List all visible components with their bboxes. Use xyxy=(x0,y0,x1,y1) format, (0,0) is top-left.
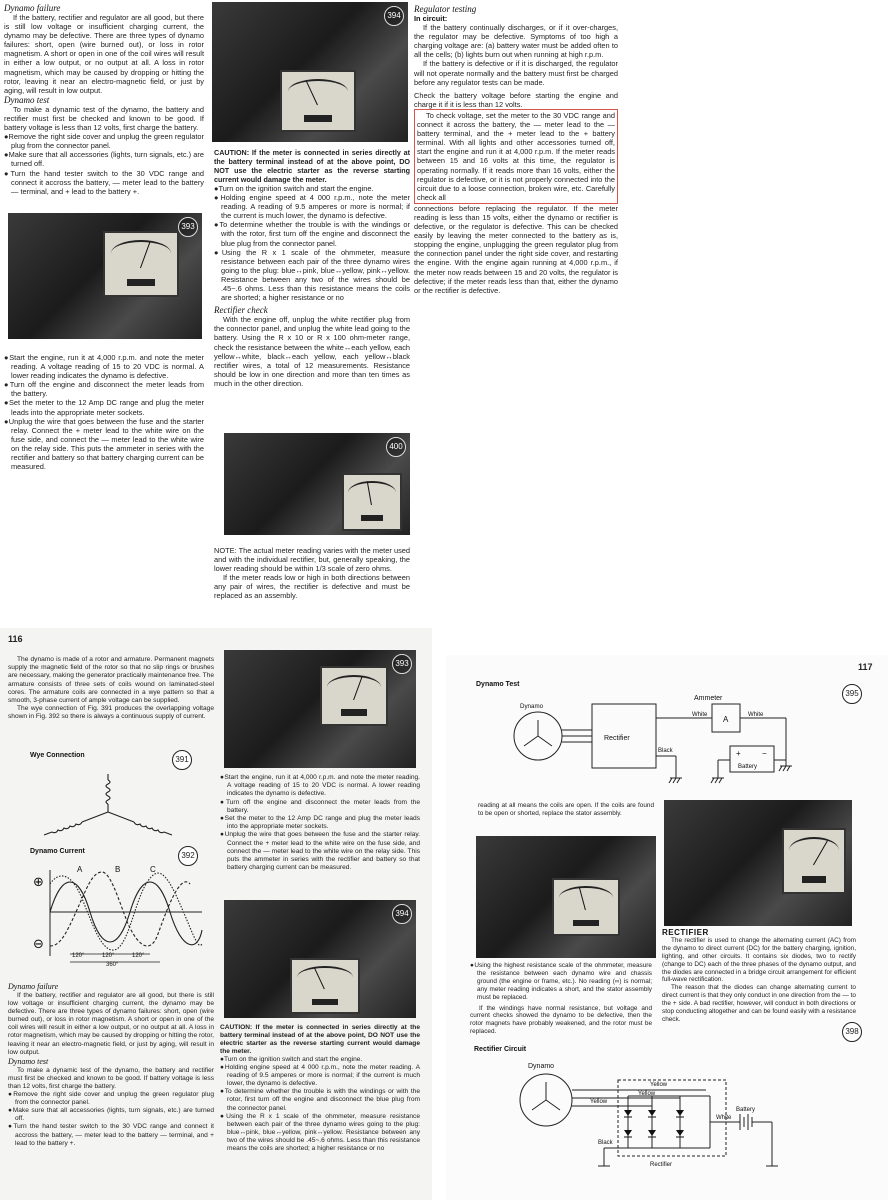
meter-icon xyxy=(320,666,388,726)
degree-label: 120° xyxy=(102,953,115,959)
rectifier-text-2: The reason that the diodes can change alternating current to direct current is that they only conduct in one direction from the — to the + side. A bad rectifier, however, will conduct in both directions or stop conducting altogether and can be found easily with a resistance check. xyxy=(662,984,856,1023)
battery-label: Battery xyxy=(738,764,758,770)
top-left-column xyxy=(4,3,204,196)
highlight-box xyxy=(414,109,618,204)
meter-icon xyxy=(552,878,620,936)
dynamo-test-text: To make a dynamic test of the dynamo, the battery and rectifier must first be checked and known to be good. If battery voltage is less than 12 volts, first charge the battery. xyxy=(4,104,204,133)
page116-intro xyxy=(8,656,214,722)
plus-icon: ⊕ xyxy=(33,875,44,890)
list-item: ●Turn on the ignition switch and start the engine. xyxy=(220,1056,363,1063)
list-item: ●Turn off the engine and disconnect the meter leads from the battery. xyxy=(4,380,205,399)
list-item: ●Using the highest resistance scale of the ohmmeter, measure the resistance between each dynamo wire and chassis ground (the engine or frame, etc.). No reading (∞) is normal; any meter reading indicates a short, and the stator assembly must be replaced. xyxy=(470,962,652,1001)
dynamo-current-waveform xyxy=(30,864,206,968)
page117-open-text xyxy=(478,802,654,818)
list-item: ●Start the engine, run it at 4,000 r.p.m. and note the meter reading. A voltage reading of 15 to 20 VDC is normal. A lower reading indicates the dynamo is defective. xyxy=(220,774,420,798)
yellow-wire-label: Yellow xyxy=(590,1099,608,1105)
degree-label: 120° xyxy=(132,953,145,959)
list-item: ●Start the engine, run it at 4,000 r.p.m. and note the meter reading. A voltage reading of 15 to 20 VDC is normal. A lower reading indicates the dynamo is defective. xyxy=(4,353,204,381)
meter-icon xyxy=(342,473,402,531)
figure-number: 393 xyxy=(392,654,412,674)
list-item: ●Remove the right side cover and unplug the green regulator plug from the connector panel. xyxy=(8,1091,214,1107)
battery-plus-label: + xyxy=(736,749,741,758)
regulator-paragraph-3: Check the battery voltage before starting the engine and charge it if it is less than 12 volts. xyxy=(414,90,618,109)
figure-number: 394 xyxy=(384,6,404,26)
figure-number: 393 xyxy=(178,217,198,237)
highlighted-text: To check voltage, set the meter to the 30 VDC range and connect it across the battery, the — meter lead to the — battery terminal, and the + meter lead to the + battery terminal. With all lights and other accessories turned off, start the engine and run it at 4,000 r.p.m. If the meter reads between 15 and 16 volts at this time, the regulator is operating normally. If it reads more than 16 volts, either the regulator is defective, or it is not properly connected into the circuit due to a loose connection, broken wire, etc. Carefully check all xyxy=(417,110,615,202)
regulator-paragraph-1: If the battery continually discharges, or if it over-charges, the regulator may be defective. Symptoms of too high a charging voltage are: (a) battery water must be added often to all the cells; (b) lights burn out when running at high r.p.m. xyxy=(414,23,618,60)
page117-rectifier xyxy=(662,929,856,1024)
rectifier-heading: RECTIFIER xyxy=(662,928,709,937)
meter-photo-394 xyxy=(212,2,408,142)
windings-text: If the windings have normal resistance, but voltage and current checks showed the dynamo to be defective, then the rotor magnets have probably weakened, and the rotor must be replaced. xyxy=(470,1004,652,1036)
rectifier-circuit-diagram xyxy=(500,1056,800,1176)
dynamo-test-heading: Dynamo test xyxy=(8,1056,49,1066)
list-item: ●Turn the hand tester switch to the 30 VDC range and connect it accross the battery, — meter lead to the battery — terminal, and + lead to the battery +. xyxy=(4,168,204,196)
list-item: ●Turn on the ignition switch and start the engine. xyxy=(214,184,374,193)
page117-bullet xyxy=(470,962,652,1036)
list-item: ●Set the meter to the 12 Amp DC range and plug the meter leads into the appropriate meter sockets. xyxy=(220,815,421,831)
list-item: ●Turn the hand tester switch to the 30 VDC range and connect it accross the battery, — meter lead to the battery — terminal, and + lead to the battery +. xyxy=(8,1123,214,1147)
dynamo-failure-text: If the battery, rectifier and regulator are all good, but there is still low voltage or insufficient charging current, the dynamo may be defective. There are three types of dynamo failures: short, open (wire burned out), or loss in rotor magnetism. A short or open in one of the coil wires will result in either a low output, or no output at all. A loss in rotor magnetism, which may be caused by dropping or hitting the rotor, leaving it near an electro-magnetic field, or just by aging, will result in low output. xyxy=(4,13,204,95)
list-item: ●Using the R x 1 scale of the ohmmeter, measure resistance between each pair of the three dynamo wires going to the plug: blue↔pink, blue↔yellow, pink↔yellow. Resistance between any two of the wires should be .45~.6 ohms. Less than this resistance means the coils are shorted; a higher resistance or no xyxy=(214,247,411,303)
list-item: ●Using the R x 1 scale of the ohmmeter, measure resistance between each pair of the three dynamo wires going to the plug: blue↔pink, blue↔yellow, pink↔yellow. Resistance between any two of the wires should be .45~.6 ohms. Less than this resistance means the coils are shorted; a higher resistance or no xyxy=(220,1112,420,1153)
rectifier-check-heading: Rectifier check xyxy=(214,305,268,316)
black-wire-label: Black xyxy=(598,1140,613,1146)
degree-label: 120° xyxy=(72,953,85,959)
figure-number: 394 xyxy=(392,904,412,924)
caution-text: CAUTION: If the meter is connected in series directly at the battery terminal instead of at the above point, DO NOT use the electric starter as the reverse starting current would damage the meter. xyxy=(220,1024,420,1055)
figure-number: 391 xyxy=(172,750,192,770)
battery-label: Battery xyxy=(736,1107,756,1113)
in-circuit-subheading: In circuit: xyxy=(414,14,448,23)
wye-connection-diagram xyxy=(40,772,190,840)
meter-photo-397 xyxy=(664,800,852,926)
regulator-paragraph-2: If the battery is defective or if it is discharged, the regulator will not operate normally and the battery must first be charged before any regulator tests can be made. xyxy=(414,59,618,87)
wave-label-b: B xyxy=(115,865,121,874)
dynamo-test-text: To make a dynamic test of the dynamo, the battery and rectifier must first be checked and known to be good. If battery voltage is less than 12 volts, first charge the battery. xyxy=(8,1066,214,1090)
top-middle-text xyxy=(214,148,410,388)
page116-bullets xyxy=(220,774,420,872)
figure-number: 398 xyxy=(842,1022,862,1042)
meter-photo-396 xyxy=(476,836,656,958)
dynamo-failure-text: If the battery, rectifier and regulator are all good, but there is still low voltage or insufficient charging current, the dynamo may be defective. There are three types of dynamo failures: short, open (wire burned out), or loss in rotor magnetism. A short or open in one of the coil wires will result in either a low output, or no output at all. A loss in rotor magnetism, which may be caused by dropping or hitting the rotor, leaving it near an electro-magnetic field, or just by aging, will result in low output. xyxy=(8,992,214,1056)
black-wire-label: Black xyxy=(658,748,673,754)
dynamo-test-title: Dynamo Test xyxy=(476,681,520,688)
dynamo-label: Dynamo xyxy=(520,703,544,710)
meter-photo-393 xyxy=(8,213,202,339)
page-number: 116 xyxy=(8,634,23,644)
page116-failure xyxy=(8,982,214,1148)
list-item: ●Turn off the engine and disconnect the meter leads from the battery. xyxy=(220,798,421,814)
list-item: ●Set the meter to the 12 Amp DC range and plug the meter leads into the appropriate meter sockets. xyxy=(4,398,204,417)
white-wire-label: White xyxy=(716,1115,732,1121)
meter-icon xyxy=(290,958,360,1014)
regulator-testing-heading: Regulator testing xyxy=(414,4,477,14)
intro-text-2: The wye connection of Fig. 391 produces the overlapping voltage shown in Fig. 392 so there is always a continuous supply of current. xyxy=(8,705,214,721)
page-number: 117 xyxy=(858,662,873,672)
meter-icon xyxy=(280,70,356,132)
figure-number: 395 xyxy=(842,684,862,704)
meter-photo-393 xyxy=(224,650,416,768)
wave-label-a: A xyxy=(77,865,83,874)
ammeter-label: Ammeter xyxy=(694,695,723,702)
rectifier-check-text: With the engine off, unplug the white rectifier plug from the connector panel, and unplug the white lead going to the battery. Using the R x 10 or R x 100 ohm-meter range, check the resistance between the white↔each yellow, each yellow↔white, black↔each yellow, each yellow↔black rectifier wires, a total of 12 measurements. Resistance should be low in one direction and more than ten times as much in the other direction. xyxy=(214,315,410,388)
white-wire-label: White xyxy=(748,712,764,718)
regulator-paragraph-4: connections before replacing the regulator. If the meter reading is less than 15 volts, either the dynamo or rectifier is defective, or the regulator is defective. This can be checked easily by leaving the meter connected to the battery as is, stopping the engine, unplugging the green regulator plug from the connection panel under the right side cover, and restarting the engine. With the engine again running at 4,000 r.p.m., if the meter now reads between 15 and 20 volts, the regulator is defective; if the meter reads less than that, either the dynamo or the rectifier is defective. xyxy=(414,203,618,295)
minus-icon: ⊖ xyxy=(33,937,44,952)
meter-photo-394 xyxy=(224,900,416,1018)
top-right-column xyxy=(414,4,618,295)
list-item: ●Make sure that all accessories (lights, turn signals, etc.) are turned off. xyxy=(4,150,204,169)
ammeter-a-label: A xyxy=(723,715,729,724)
dynamo-test-heading: Dynamo test xyxy=(4,94,50,105)
rectifier-label: Rectifier xyxy=(650,1162,673,1168)
meter-icon xyxy=(782,828,846,894)
list-item: ●Holding engine speed at 4 000 r.p.m., note the meter reading. A reading of 9.5 amperes or more is normal; if the current is much lower, the dynamo is defective. xyxy=(214,193,411,221)
wye-connection-title: Wye Connection xyxy=(30,752,85,759)
yellow-wire-label: Yellow xyxy=(650,1082,668,1088)
top-left-bullets xyxy=(4,353,204,471)
list-item: ●Make sure that all accessories (lights, turn signals, etc.) are turned off. xyxy=(8,1107,215,1123)
top-middle-note xyxy=(214,546,410,601)
list-item: ●Holding engine speed at 4 000 r.p.m., note the meter reading. A reading of 9.5 amperes or more is normal; if the current is much lower, the dynamo is defective. xyxy=(220,1064,421,1088)
note-text-2: If the meter reads low or high in both directions between any pair of wires, the rectifier is defective and must be replaced as an assembly. xyxy=(214,573,410,601)
wave-label-c: C xyxy=(150,865,156,874)
dynamo-failure-heading: Dynamo failure xyxy=(8,982,59,991)
list-item: ●Unplug the wire that goes between the fuse and the starter relay. Connect the + meter lead to the white wire on the fuse side, and connect the — meter lead to the white wire on the relay side. This puts the ammeter in series with the rectifier and battery so that battery charging current can be measured. xyxy=(4,416,204,472)
list-item: ●To determine whether the trouble is with the windings or with the rotor, first turn off the engine and disconnect the blue plug from the connector panel. xyxy=(220,1088,420,1112)
figure-number: 392 xyxy=(178,846,198,866)
meter-photo-400 xyxy=(224,433,410,535)
battery-minus-label: − xyxy=(762,749,767,758)
list-item: ●Unplug the wire that goes between the fuse and the starter relay. Connect the + meter lead to the white wire on the fuse side, and connect the — meter lead to the white wire on the relay side. This puts the ammeter in series with the rectifier and battery so that battery charging current can be measured. xyxy=(220,831,421,872)
open-coils-text: reading at all means the coils are open. If the coils are found to be open or shorted, replace the stator assembly. xyxy=(478,802,654,817)
yellow-wire-label: Yellow xyxy=(638,1091,656,1097)
rectifier-label: Rectifier xyxy=(604,735,630,742)
dynamo-test-diagram xyxy=(480,690,820,788)
intro-text: The dynamo is made of a rotor and armature. Permanent magnets supply the magnetic field of the rotor so that no slip rings or brushes are necessary, making the generator practically maintenance free. The armature consists of three sets of coils wound on laminated-steel cores. The armature coils are connected in a wye pattern so that a smooth, 3-phase current of ample voltage can be supplied. xyxy=(8,656,214,705)
degree-label: 360° xyxy=(106,962,119,968)
page116-caution xyxy=(220,1024,420,1153)
dynamo-failure-heading: Dynamo failure xyxy=(4,3,61,13)
caution-text: CAUTION: If the meter is connected in series directly at the battery terminal instead of at the above point, DO NOT use the electric starter as the reverse starting current would damage the meter. xyxy=(214,148,410,184)
dynamo-current-title: Dynamo Current xyxy=(30,848,85,855)
figure-number: 400 xyxy=(386,437,406,457)
note-text: NOTE: The actual meter reading varies with the meter used and with the individual rectifier, but, generally speaking, the lower reading should be within 1/3 scale of zero ohms. xyxy=(214,546,410,574)
white-wire-label: White xyxy=(692,712,708,718)
meter-icon xyxy=(103,231,179,297)
rectifier-circuit-title: Rectifier Circuit xyxy=(474,1046,527,1053)
rectifier-text: The rectifier is used to change the alternating current (AC) from the dynamo to direct current (DC) for the battery charging, ignition, lighting, and other circuits. It contains six diodes, two to rectify (change to DC) each of the three phases of the dynamo output, and the diodes are connected in a bridge circuit arrangement for efficient full-wave rectification. xyxy=(662,936,856,984)
dynamo-label: Dynamo xyxy=(528,1063,555,1070)
list-item: ●To determine whether the trouble is with the windings or with the rotor, first turn off the engine and disconnect the blue plug from the connector panel. xyxy=(214,220,411,248)
list-item: ●Remove the right side cover and unplug the green regulator plug from the connector panel. xyxy=(4,132,205,151)
